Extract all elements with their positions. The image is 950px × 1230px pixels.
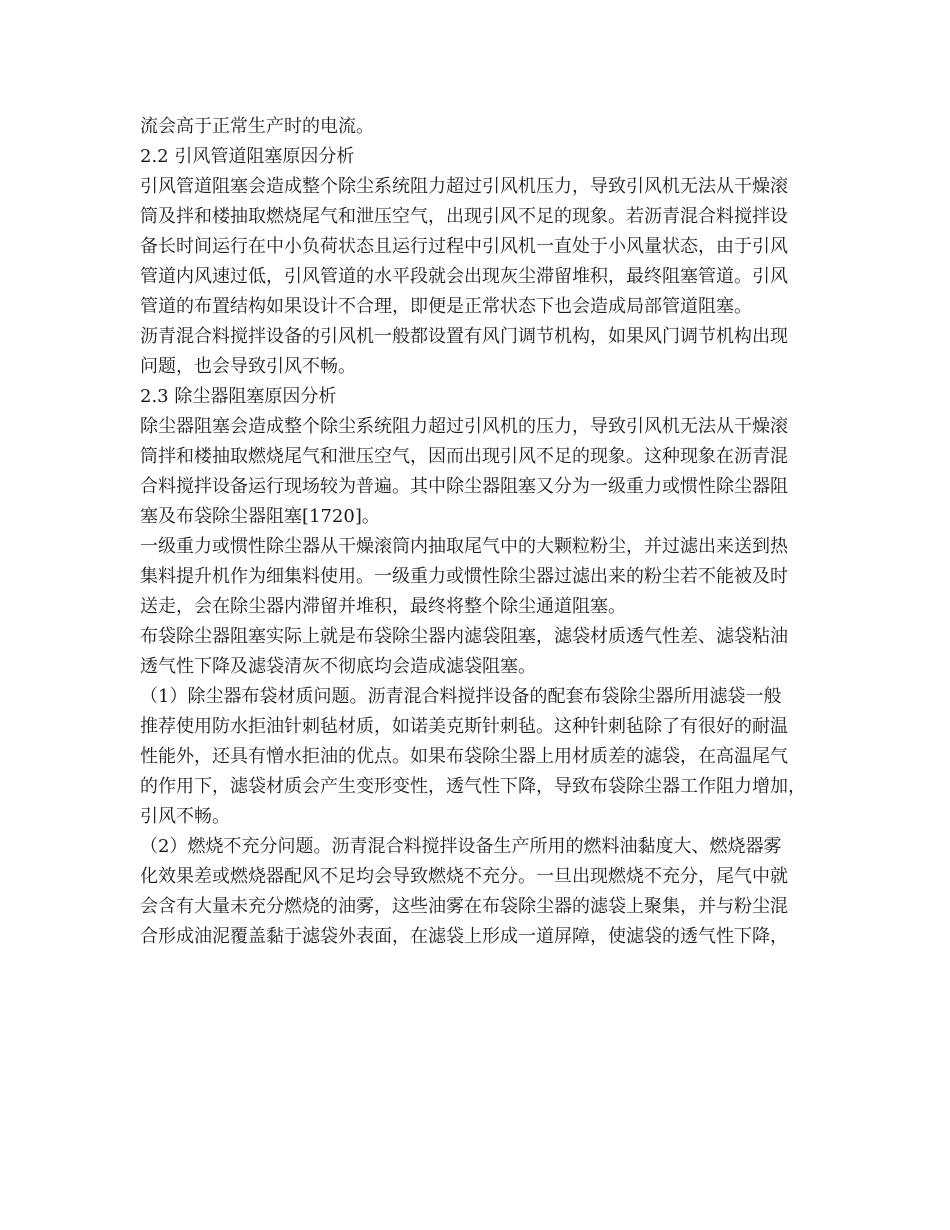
text-line: 备长时间运行在中小负荷状态且运行过程中引风机一直处于小风量状态，由于引风: [140, 236, 788, 257]
text-line: 合料搅拌设备运行现场较为普遍。其中除尘器阻塞又分为一级重力或惯性除尘器阻: [140, 476, 788, 497]
text-line: 流会高于正常生产时的电流。: [140, 116, 374, 137]
text-line: 的作用下，滤袋材质会产生变形变性，透气性下降，导致布袋除尘器工作阻力增加，: [140, 776, 806, 797]
text-line: 管道的布置结构如果设计不合理，即便是正常状态下也会造成局部管道阻塞。: [140, 296, 752, 317]
text-line: 沥青混合料搅拌设备的引风机一般都设置有风门调节机构，如果风门调节机构出现: [140, 326, 788, 347]
text-line: （2）燃烧不充分问题。沥青混合料搅拌设备生产所用的燃料油黏度大、燃烧器雾: [140, 836, 782, 857]
text-line: 会含有大量未充分燃烧的油雾，这些油雾在布袋除尘器的滤袋上聚集，并与粉尘混: [140, 896, 788, 917]
text-line: 化效果差或燃烧器配风不足均会导致燃烧不充分。一旦出现燃烧不充分，尾气中就: [140, 866, 788, 887]
text-line: 除尘器阻塞会造成整个除尘系统阻力超过引风机的压力，导致引风机无法从干燥滚: [140, 416, 788, 437]
text-line: 筒拌和楼抽取燃烧尾气和泄压空气，因而出现引风不足的现象。这种现象在沥青混: [140, 446, 788, 467]
text-line: 送走，会在除尘器内滞留并堆积，最终将整个除尘通道阻塞。: [140, 596, 626, 617]
text-line: 管道内风速过低，引风管道的水平段就会出现灰尘滞留堆积，最终阻塞管道。引风: [140, 266, 788, 287]
text-line: 性能外，还具有憎水拒油的优点。如果布袋除尘器上用材质差的滤袋，在高温尾气: [140, 746, 788, 767]
section-heading: 2.3 除尘器阻塞原因分析: [140, 386, 337, 407]
text-line: （1）除尘器布袋材质问题。沥青混合料搅拌设备的配套布袋除尘器所用滤袋一般: [140, 686, 782, 707]
section-heading: 2.2 引风管道阻塞原因分析: [140, 146, 355, 167]
text-line: 一级重力或惯性除尘器从干燥滚筒内抽取尾气中的大颗粒粉尘，并过滤出来送到热: [140, 536, 788, 557]
document-body: [140, 112, 820, 952]
text-line: 问题，也会导致引风不畅。: [140, 356, 356, 377]
text-line: 合形成油泥覆盖黏于滤袋外表面，在滤袋上形成一道屏障，使滤袋的透气性下降，: [140, 926, 788, 947]
text-line: 集料提升机作为细集料使用。一级重力或惯性除尘器过滤出来的粉尘若不能被及时: [140, 566, 788, 587]
text-line: 筒及拌和楼抽取燃烧尾气和泄压空气，出现引风不足的现象。若沥青混合料搅拌设: [140, 206, 788, 227]
text-line: 塞及布袋除尘器阻塞[1720]。: [140, 506, 380, 527]
text-line: 引风不畅。: [140, 806, 230, 827]
text-line: 透气性下降及滤袋清灰不彻底均会造成滤袋阻塞。: [140, 656, 536, 677]
text-line: 推荐使用防水拒油针刺毡材质，如诺美克斯针刺毡。这种针刺毡除了有很好的耐温: [140, 716, 788, 737]
text-line: 引风管道阻塞会造成整个除尘系统阻力超过引风机压力，导致引风机无法从干燥滚: [140, 176, 788, 197]
text-line: 布袋除尘器阻塞实际上就是布袋除尘器内滤袋阻塞，滤袋材质透气性差、滤袋粘油: [140, 626, 788, 647]
